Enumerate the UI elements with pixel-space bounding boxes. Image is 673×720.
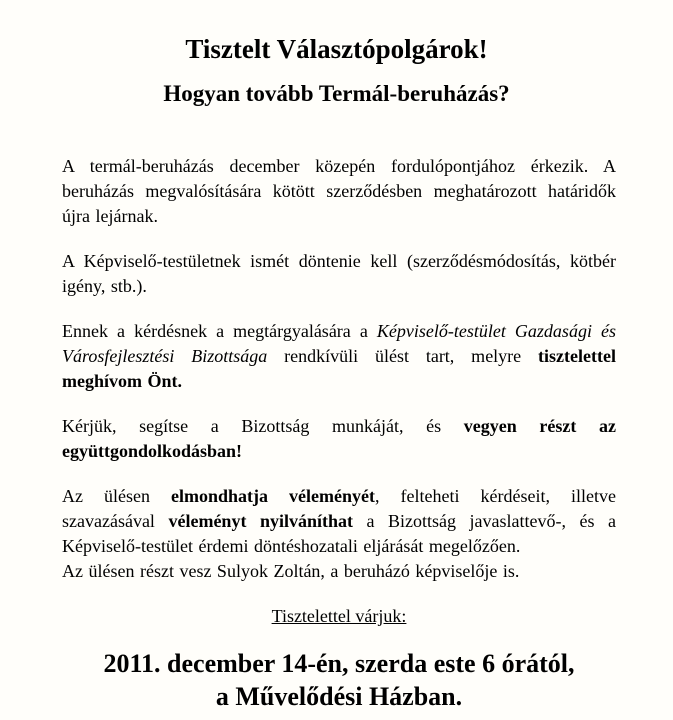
text-run: elmondhatja véleményét	[171, 486, 375, 506]
text-run: A Képviselő-testületnek ismét döntenie kell (szerződésmódosítás, kötbér igény, stb.).	[62, 251, 616, 296]
paragraph-deadlines	[62, 154, 616, 229]
text-run: Kérjük, segítse a Bizottság munkáját, és	[62, 416, 464, 436]
document-body	[62, 154, 616, 713]
text-run: a Bizottság javaslattevő-, és a Képviselő-testület érdemi döntéshozatali eljárását megelőzően.	[62, 511, 616, 556]
event-announcement	[62, 647, 616, 713]
paragraph-meeting-details	[62, 484, 616, 584]
event-datetime: 2011. december 14-én, szerda este 6 órától,	[103, 649, 575, 678]
text-run: rendkívüli ülést tart, melyre	[267, 346, 539, 366]
page-title: Tisztelt Választópolgárok!	[185, 34, 488, 64]
text-run: vegyen részt az együttgondolkodásban!	[62, 416, 616, 461]
paragraph-participation-request	[62, 414, 616, 464]
text-run: véleményt nyilváníthat	[168, 511, 353, 531]
text-run: , felteheti kérdéseit, illetve szavazásával	[62, 486, 616, 531]
event-location: a Művelődési Házban.	[215, 682, 463, 711]
paragraph-council-decision	[62, 249, 616, 299]
page-subtitle: Hogyan tovább Termál-beruházás?	[163, 81, 510, 106]
text-run: Az ülésen	[62, 486, 172, 506]
text-run: A termál-beruházás december közepén fordulópontjához érkezik. A beruházás megvalósítására kötött szerződésben meghatározott határidők újra lejárnak.	[62, 156, 616, 226]
closing-salutation: Tisztelettel várjuk:	[271, 606, 407, 626]
text-run: tisztelettel meghívom Önt.	[62, 346, 616, 391]
text-run: Ennek a kérdésnek a megtárgyalására a	[62, 321, 377, 341]
paragraph-committee-meeting	[62, 319, 616, 394]
text-run: Képviselő-testület Gazdasági és Városfejlesztési Bizottsága	[62, 321, 616, 366]
text-run: Az ülésen részt vesz Sulyok Zoltán, a beruházó képviselője is.	[62, 561, 520, 581]
